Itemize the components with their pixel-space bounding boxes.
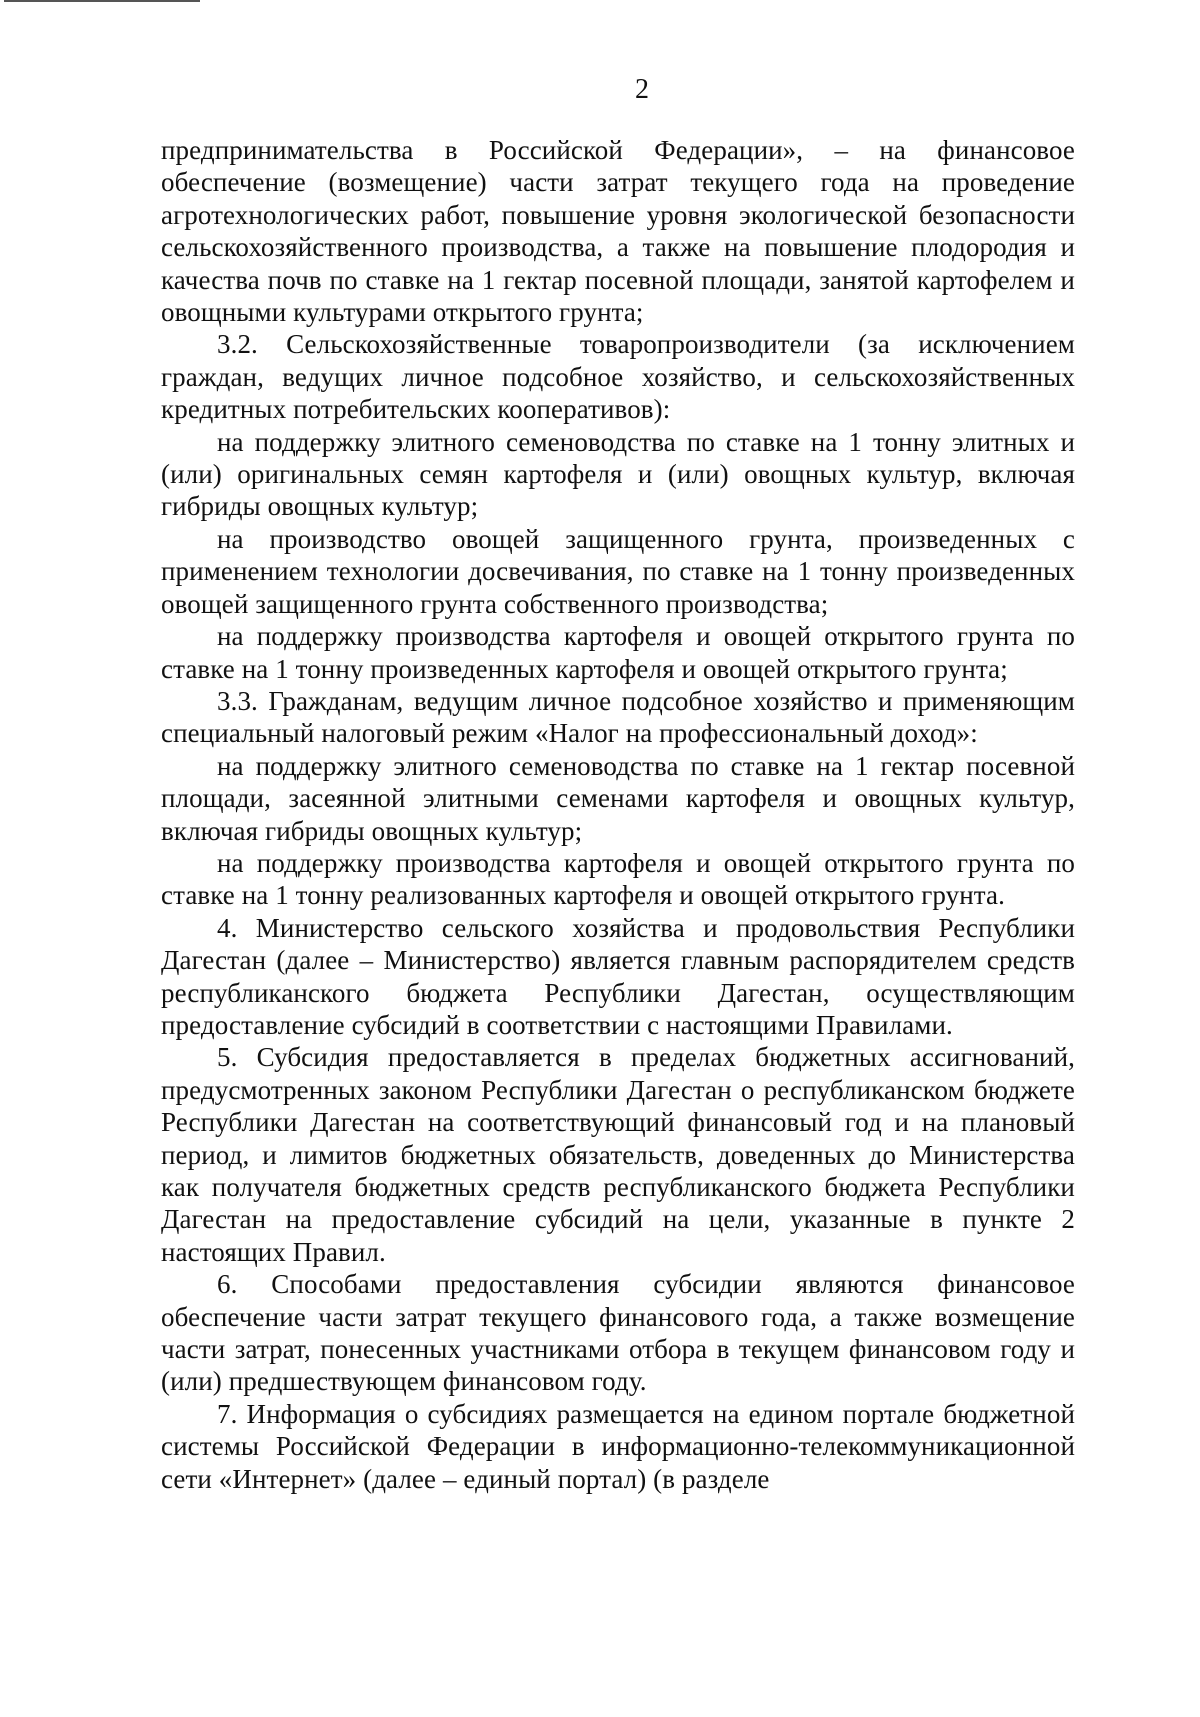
paragraph-continuation: предпринимательства в Российской Федерации», – на финансовое обеспечение (возмещение) части затрат текущего года на проведение агротехнологических работ, повышение уровня экологической безопасности сельскохозяйственного производства, а также на повышение плодородия и качества почв по ставке на 1 гектар посевной площади, занятой картофелем и овощными культурами открытого грунта; — [161, 135, 1075, 328]
scan-edge-mark — [4, 0, 200, 2]
paragraph-3-3-open-ground: на поддержку производства картофеля и овощей открытого грунта по ставке на 1 тонну реализованных картофеля и овощей открытого грунта. — [161, 847, 1075, 911]
paragraph-3-2-greenhouse: на производство овощей защищенного грунта, произведенных с применением технологии досвечивания, по ставке на 1 тонну произведенных овощей защищенного грунта собственного производства; — [161, 523, 1075, 619]
paragraph-3-2-open-ground: на поддержку производства картофеля и овощей открытого грунта по ставке на 1 тонну произведенных картофеля и овощей открытого грунта; — [161, 621, 1075, 684]
paragraph-3-2-seed-support: на поддержку элитного семеноводства по ставке на 1 тонну элитных и (или) оригинальных семян картофеля и (или) овощных культур, включая гибриды овощных культур; — [161, 426, 1075, 522]
page-number: 2 — [635, 74, 649, 105]
paragraph-3-3: 3.3. Гражданам, ведущим личное подсобное хозяйство и применяющим специальный налоговый режим «Налог на профессиональный доход»: — [161, 685, 1075, 749]
paragraph-3-3-seed-support: на поддержку элитного семеноводства по ставке на 1 гектар посевной площади, засеянной элитными семенами картофеля и овощных культур, включая гибриды овощных культур; — [161, 750, 1075, 846]
paragraph-7: 7. Информация о субсидиях размещается на едином портале бюджетной системы Российской Федерации в информационно-телекоммуникационной сети «Интернет» (далее – единый портал) (в разделе — [161, 1398, 1075, 1494]
paragraph-6: 6. Способами предоставления субсидии являются финансовое обеспечение части затрат текущего финансового года, а также возмещение части затрат, понесенных участниками отбора в текущем финансовом году и (или) предшествующем финансовом году. — [161, 1269, 1075, 1397]
paragraph-4: 4. Министерство сельского хозяйства и продовольствия Республики Дагестан (далее – Министерство) является главным распорядителем средств республиканского бюджета Республики Дагестан, осуществляющим предоставление субсидий в соответствии с настоящими Правилами. — [161, 912, 1075, 1040]
paragraph-3-2: 3.2. Сельскохозяйственные товаропроизводители (за исключением граждан, ведущих личное подсобное хозяйство, и сельскохозяйственных кредитных потребительских кооперативов): — [161, 329, 1075, 425]
document-body — [161, 134, 1075, 1495]
paragraph-5: 5. Субсидия предоставляется в пределах бюджетных ассигнований, предусмотренных законом Республики Дагестан о республиканском бюджете Республики Дагестан на соответствующий финансовый год и на плановый период, и лимитов бюджетных обязательств, доведенных до Министерства как получателя бюджетных средств республиканского бюджета Республики Дагестан на предоставление субсидий на цели, указанные в пункте 2 настоящих Правил. — [161, 1042, 1075, 1267]
